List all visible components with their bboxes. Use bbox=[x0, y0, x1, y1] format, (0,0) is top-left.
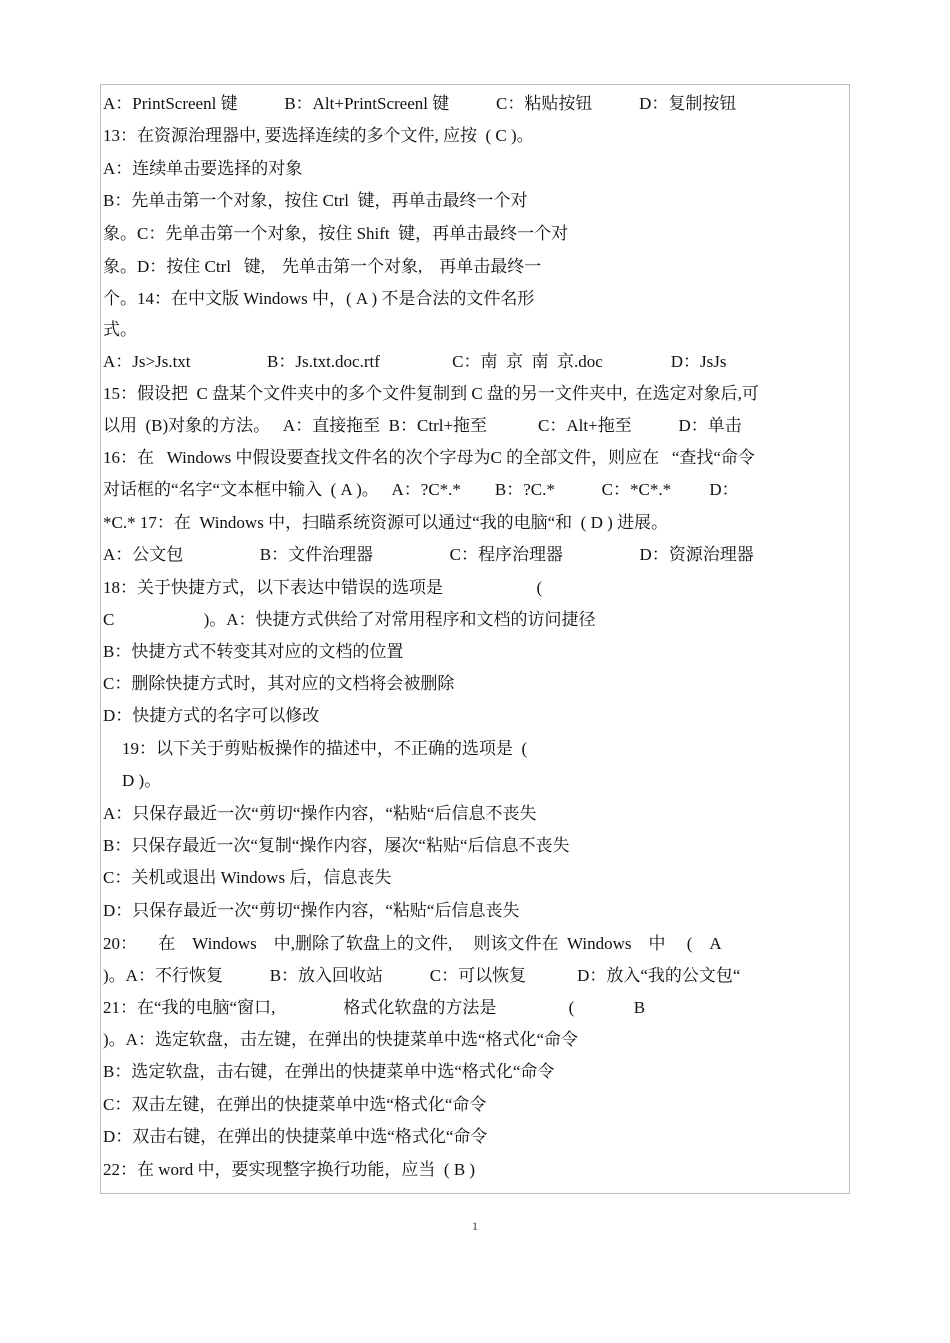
text-line: C：关机或退出 Windows 后，信息丧失 bbox=[103, 868, 392, 887]
text-line: 象。C：先单击第一个对象，按住 Shift 键，再单击最终一个对 bbox=[103, 224, 569, 243]
text-line: 象。D：按住 Ctrl 键, 先单击第一个对象, 再单击最终一 bbox=[103, 257, 542, 276]
text-line: B：先单击第一个对象，按住 Ctrl 键，再单击最终一个对 bbox=[103, 191, 528, 210]
text-line: B：选定软盘，击右键，在弹出的快捷菜单中选“格式化“命令 bbox=[103, 1062, 555, 1081]
text-line: A：公文包 B：文件治理器 C：程序治理器 D：资源治理器 bbox=[103, 545, 754, 564]
text-line: A：PrintScreenl 键 B：Alt+PrintScreenl 键 C：粘贴按钮 D：复制按钮 bbox=[103, 94, 737, 113]
text-line: 21：在“我的电脑“窗口, 格式化软盘的方法是 ( B bbox=[103, 998, 646, 1017]
text-line: 15：假设把 C 盘某个文件夹中的多个文件复制到 C 盘的另一文件夹中, 在选定对象后,可 bbox=[103, 384, 759, 403]
text-line: C )。A：快捷方式供给了对常用程序和文档的访问捷径 bbox=[103, 610, 596, 629]
page-frame bbox=[100, 84, 850, 1194]
text-line: B：快捷方式不转变其对应的文档的位置 bbox=[103, 642, 404, 661]
text-line: B：只保存最近一次“复制“操作内容，屡次“粘贴“后信息不丧失 bbox=[103, 836, 570, 855]
text-line: A：连续单击要选择的对象 bbox=[103, 159, 303, 178]
text-line: C：双击左键，在弹出的快捷菜单中选“格式化“命令 bbox=[103, 1095, 487, 1114]
text-line: 个。14：在中文版 Windows 中，( A ) 不是合法的文件名形 bbox=[103, 289, 535, 308]
text-line: )。A：不行恢复 B：放入回收站 C：可以恢复 D：放入“我的公文包“ bbox=[103, 966, 741, 985]
text-line: )。A：选定软盘，击左键，在弹出的快捷菜单中选“格式化“命令 bbox=[103, 1030, 579, 1049]
text-line: C：删除快捷方式时，其对应的文档将会被删除 bbox=[103, 674, 455, 693]
text-line: 22：在 word 中，要实现整字换行功能，应当 ( B ) bbox=[103, 1160, 476, 1179]
text-line: A：Js>Js.txt B：Js.txt.doc.rtf C：南 京 南 京.doc D：JsJs bbox=[103, 352, 727, 371]
text-line: A：只保存最近一次“剪切“操作内容，“粘贴“后信息不丧失 bbox=[103, 804, 537, 823]
page-number: 1 bbox=[472, 1219, 478, 1233]
text-line: 16：在 Windows 中假设要查找文件名的次个字母为C 的全部文件，则应在 “查找“命令 bbox=[103, 448, 755, 467]
text-line: D：只保存最近一次“剪切“操作内容，“粘贴“后信息丧失 bbox=[103, 901, 520, 920]
text-line: 式。 bbox=[103, 320, 137, 339]
text-line: 19：以下关于剪贴板操作的描述中，不正确的选项是 ( bbox=[122, 739, 528, 758]
text-line: 以用 (B)对象的方法。 A：直接拖至 B：Ctrl+拖至 C：Alt+拖至 D：单击 bbox=[103, 416, 742, 435]
text-line: D：快捷方式的名字可以修改 bbox=[103, 706, 320, 725]
text-line: D：双击右键，在弹出的快捷菜单中选“格式化“命令 bbox=[103, 1127, 488, 1146]
text-line: *C.* 17：在 Windows 中，扫瞄系统资源可以通过“我的电脑“和 ( D ) 进展。 bbox=[103, 513, 669, 532]
text-line: 13：在资源治理器中, 要选择连续的多个文件, 应按 ( C )。 bbox=[103, 126, 534, 145]
text-line: 对话框的“名字“文本框中输入 ( A )。 A：?C*.* B：?C.* C：*C*.* D： bbox=[103, 480, 739, 499]
text-line: 18：关于快捷方式，以下表达中错误的选项是 ( bbox=[103, 578, 543, 597]
text-line: 20： 在 Windows 中,删除了软盘上的文件, 则该文件在 Windows 中 ( A bbox=[103, 934, 722, 953]
text-line: D )。 bbox=[122, 771, 162, 790]
